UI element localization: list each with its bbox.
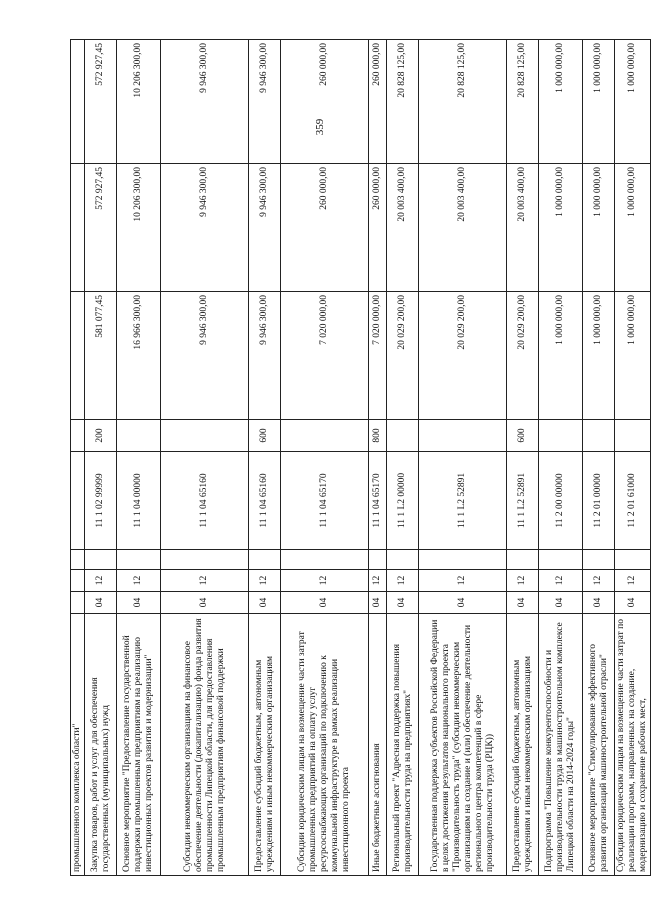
row-target-article: 11 1 L2 52891 — [507, 452, 539, 550]
row-amount-year1: 1 000 000,00 — [539, 164, 583, 292]
row-name: Государственная поддержка субъектов Российской Федерации в целях достижения результатов национального проекта "Производительность труда" (субсидии некоммерческим организациям на создание и (или) обеспечение деятельности регионального центра компетенций в сфере производительности труда (РЦК)) — [419, 614, 507, 876]
row-expense-type — [615, 420, 651, 452]
row-empty-column — [85, 550, 117, 570]
row-amount-total: 9 946 300,00 — [161, 292, 249, 420]
row-expense-type — [281, 420, 369, 452]
row-section-code: 12 — [249, 570, 281, 592]
row-name: Субсидии некоммерческим организациям на финансовое обеспечение деятельности (докапитализацию) фонда развития промышленности Липецкой области, для предоставления промышленным предприятиям финансовой поддержки — [161, 614, 249, 876]
row-amount-year2: 260 000,00 — [281, 40, 369, 164]
row-ministry-code: 04 — [369, 592, 387, 614]
row-target-article: 11 2 01 61000 — [615, 452, 651, 550]
row-name: Иные бюджетные ассигнования — [369, 614, 387, 876]
row-empty-column — [507, 550, 539, 570]
page-number: 359 — [314, 118, 326, 136]
row-expense-type: 600 — [249, 420, 281, 452]
row-amount-total: 9 946 300,00 — [249, 292, 281, 420]
row-empty-column — [387, 550, 419, 570]
row-ministry-code: 04 — [615, 592, 651, 614]
row-amount-year1: 260 000,00 — [281, 164, 369, 292]
row-target-article: 11 1 04 65170 — [369, 452, 387, 550]
row-ministry-code: 04 — [117, 592, 161, 614]
row-name: Субсидии юридическим лицам на возмещение части затрат промышленных предприятий на оплату услуг ресурсоснабжающих организаций по подключению к коммунальной инфраструктуре в рамках реализации инвестиционного проекта — [281, 614, 369, 876]
row-section-code: 12 — [281, 570, 369, 592]
row-amount-year2: 10 206 300,00 — [117, 40, 161, 164]
row-empty-column — [249, 550, 281, 570]
row-target-article: 11 1 04 65160 — [249, 452, 281, 550]
row-amount-total: 1 000 000,00 — [615, 292, 651, 420]
row-expense-type — [117, 420, 161, 452]
row-amount-year1: 20 003 400,00 — [419, 164, 507, 292]
row-amount-total: 581 077,45 — [85, 292, 117, 420]
row-target-article: 11 1 04 65160 — [161, 452, 249, 550]
row-section-code: 12 — [161, 570, 249, 592]
row-target-article: 11 1 L2 00000 — [387, 452, 419, 550]
row-name: Основное мероприятие "Стимулирование эффективного развития организаций машиностроительной отрасли" — [583, 614, 615, 876]
row-amount-year2: 1 000 000,00 — [615, 40, 651, 164]
row-empty-column — [281, 550, 369, 570]
row-amount-year1: 20 003 400,00 — [507, 164, 539, 292]
row-name: Подпрограмма "Повышение конкурентоспособности и производительности труда в машиностроительном комплексе Липецкой области на 2014-2024 годы" — [539, 614, 583, 876]
row-target-article: 11 2 00 00000 — [539, 452, 583, 550]
row-section-code: 12 — [615, 570, 651, 592]
row-amount-total: 16 966 300,00 — [117, 292, 161, 420]
row-amount-year1: 1 000 000,00 — [583, 164, 615, 292]
row-amount-total: 7 020 000,00 — [281, 292, 369, 420]
row-amount-year2: 20 828 125,00 — [507, 40, 539, 164]
table-row — [85, 40, 117, 876]
row-amount-total: 20 029 200,00 — [419, 292, 507, 420]
row-empty-column — [369, 550, 387, 570]
row-amount-total: 20 029 200,00 — [387, 292, 419, 420]
row-target-article — [71, 452, 85, 550]
row-ministry-code: 04 — [161, 592, 249, 614]
row-amount-year2: 20 828 125,00 — [419, 40, 507, 164]
row-amount-year2: 20 828 125,00 — [387, 40, 419, 164]
table-row — [507, 40, 539, 876]
row-amount-year2: 1 000 000,00 — [539, 40, 583, 164]
row-amount-year2 — [71, 40, 85, 164]
row-ministry-code: 04 — [387, 592, 419, 614]
row-section-code: 12 — [507, 570, 539, 592]
row-empty-column — [583, 550, 615, 570]
row-ministry-code: 04 — [507, 592, 539, 614]
row-amount-year1 — [71, 164, 85, 292]
row-name: промышленного комплекса области" — [71, 614, 85, 876]
row-empty-column — [117, 550, 161, 570]
row-empty-column — [615, 550, 651, 570]
row-target-article: 11 1 02 99999 — [85, 452, 117, 550]
row-section-code: 12 — [539, 570, 583, 592]
row-empty-column — [71, 550, 85, 570]
row-amount-year1: 9 946 300,00 — [161, 164, 249, 292]
row-amount-year2: 572 927,45 — [85, 40, 117, 164]
row-amount-total: 20 029 200,00 — [507, 292, 539, 420]
row-amount-year2: 9 946 300,00 — [249, 40, 281, 164]
row-expense-type: 600 — [507, 420, 539, 452]
row-ministry-code: 04 — [85, 592, 117, 614]
row-target-article: 11 1 L2 52891 — [419, 452, 507, 550]
table-row — [615, 40, 651, 876]
row-amount-year1: 1 000 000,00 — [615, 164, 651, 292]
row-section-code: 12 — [369, 570, 387, 592]
row-expense-type — [71, 420, 85, 452]
row-amount-year1: 9 946 300,00 — [249, 164, 281, 292]
row-expense-type — [387, 420, 419, 452]
row-expense-type — [419, 420, 507, 452]
row-section-code: 12 — [387, 570, 419, 592]
table-row — [249, 40, 281, 876]
row-expense-type: 200 — [85, 420, 117, 452]
row-name: Субсидии юридическим лицам на возмещение части затрат по реализации программ, направленных на создание, модернизацию и сохранение рабочих мест, — [615, 614, 651, 876]
table-row — [369, 40, 387, 876]
row-section-code: 12 — [85, 570, 117, 592]
row-amount-total: 1 000 000,00 — [583, 292, 615, 420]
row-expense-type — [583, 420, 615, 452]
table-row — [583, 40, 615, 876]
table-row — [117, 40, 161, 876]
row-amount-total: 1 000 000,00 — [539, 292, 583, 420]
row-ministry-code: 04 — [281, 592, 369, 614]
row-ministry-code — [71, 592, 85, 614]
budget-table-body — [71, 40, 651, 876]
row-section-code: 12 — [419, 570, 507, 592]
row-amount-year1: 260 000,00 — [369, 164, 387, 292]
row-ministry-code: 04 — [419, 592, 507, 614]
row-expense-type: 800 — [369, 420, 387, 452]
row-empty-column — [419, 550, 507, 570]
row-name: Закупка товаров, работ и услуг для обеспечения государственных (муниципальных) нужд — [85, 614, 117, 876]
table-row — [161, 40, 249, 876]
row-empty-column — [539, 550, 583, 570]
table-row — [419, 40, 507, 876]
row-expense-type — [161, 420, 249, 452]
budget-table-container — [70, 40, 648, 876]
row-amount-year2: 260 000,00 — [369, 40, 387, 164]
row-name: Основное мероприятие "Предоставление государственной поддержки промышленным предприятиям на реализацию инвестиционных проектов развития и модернизации" — [117, 614, 161, 876]
rotated-page-area — [70, 40, 648, 876]
row-amount-year2: 9 946 300,00 — [161, 40, 249, 164]
row-target-article: 11 2 01 00000 — [583, 452, 615, 550]
row-ministry-code: 04 — [583, 592, 615, 614]
row-amount-year1: 572 927,45 — [85, 164, 117, 292]
budget-table — [70, 39, 651, 876]
row-amount-year2: 1 000 000,00 — [583, 40, 615, 164]
row-section-code — [71, 570, 85, 592]
row-target-article: 11 1 04 00000 — [117, 452, 161, 550]
row-name: Предоставление субсидий бюджетным, автономным учреждениям и иным некоммерческим организациям — [249, 614, 281, 876]
row-amount-total — [71, 292, 85, 420]
row-amount-year1: 10 206 300,00 — [117, 164, 161, 292]
table-row — [71, 40, 85, 876]
row-section-code: 12 — [583, 570, 615, 592]
row-ministry-code: 04 — [249, 592, 281, 614]
row-name: Предоставление субсидий бюджетным, автономным учреждениям и иным некоммерческим организациям — [507, 614, 539, 876]
row-amount-total: 7 020 000,00 — [369, 292, 387, 420]
row-section-code: 12 — [117, 570, 161, 592]
table-row — [387, 40, 419, 876]
row-target-article: 11 1 04 65170 — [281, 452, 369, 550]
row-amount-year1: 20 003 400,00 — [387, 164, 419, 292]
table-row — [281, 40, 369, 876]
row-empty-column — [161, 550, 249, 570]
row-expense-type — [539, 420, 583, 452]
table-row — [539, 40, 583, 876]
row-name: Региональный проект "Адресная поддержка повышения производительности труда на предприятиях" — [387, 614, 419, 876]
row-ministry-code: 04 — [539, 592, 583, 614]
